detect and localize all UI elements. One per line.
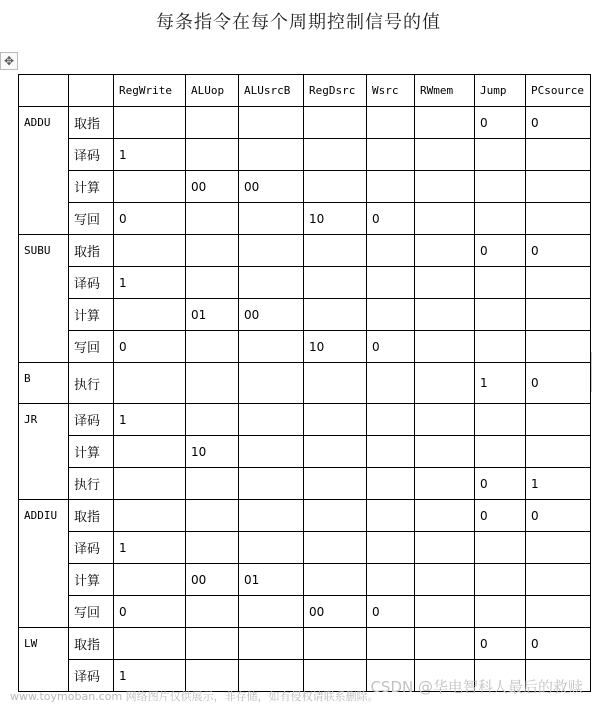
signal-value-cell	[304, 139, 367, 171]
phase-cell: 执行	[69, 468, 114, 500]
phase-cell: 取指	[69, 500, 114, 532]
signal-value-cell	[415, 331, 475, 363]
signal-value-cell	[526, 596, 591, 628]
phase-cell: 译码	[69, 267, 114, 299]
signal-value-cell: 0	[475, 500, 526, 532]
column-header	[69, 75, 114, 107]
signal-value-cell	[415, 468, 475, 500]
phase-cell: 计算	[69, 171, 114, 203]
signal-value-cell	[304, 299, 367, 331]
signal-value-cell	[526, 203, 591, 235]
signal-value-cell: 0	[114, 596, 186, 628]
signal-value-cell: 10	[304, 331, 367, 363]
signal-value-cell	[186, 628, 239, 660]
phase-cell: 计算	[69, 564, 114, 596]
instruction-cell: ADDU	[19, 107, 69, 235]
table-row	[19, 331, 591, 363]
signal-value-cell: 10	[186, 436, 239, 468]
signal-value-cell	[475, 596, 526, 628]
signal-value-cell	[415, 171, 475, 203]
column-header: RWmem	[415, 75, 475, 107]
table-row	[19, 532, 591, 564]
signal-value-cell	[475, 203, 526, 235]
column-header: RegDsrc	[304, 75, 367, 107]
signal-value-cell	[526, 564, 591, 596]
table-row	[19, 500, 591, 532]
signal-value-cell	[186, 596, 239, 628]
signal-value-cell	[367, 363, 415, 404]
signal-value-cell	[367, 532, 415, 564]
signal-value-cell	[239, 235, 304, 267]
signal-value-cell	[304, 532, 367, 564]
signal-value-cell	[475, 532, 526, 564]
signal-value-cell: 1	[114, 532, 186, 564]
phase-cell: 写回	[69, 596, 114, 628]
signal-value-cell	[367, 436, 415, 468]
signal-value-cell	[367, 564, 415, 596]
signal-value-cell: 0	[114, 331, 186, 363]
signal-value-cell: 1	[114, 267, 186, 299]
signal-value-cell: 0	[114, 203, 186, 235]
signal-value-cell	[415, 500, 475, 532]
watermark-text: www.toymoban.com 网络图片仅供展示，非存储，如有侵权请联系删除。	[10, 690, 379, 703]
table-row	[19, 436, 591, 468]
signal-value-cell	[186, 203, 239, 235]
signal-value-cell	[475, 564, 526, 596]
signal-value-cell	[304, 468, 367, 500]
signal-value-cell	[526, 267, 591, 299]
signal-value-cell	[239, 500, 304, 532]
column-header: Wsrc	[367, 75, 415, 107]
signal-value-cell	[415, 299, 475, 331]
signal-value-cell: 0	[526, 107, 591, 139]
signal-value-cell: 0	[475, 107, 526, 139]
signal-value-cell	[415, 139, 475, 171]
signal-value-cell	[239, 363, 304, 404]
signal-value-cell	[526, 532, 591, 564]
signal-value-cell	[186, 500, 239, 532]
signal-value-cell	[367, 299, 415, 331]
csdn-watermark: CSDN @华电智科人最后的救赎	[370, 678, 583, 696]
phase-cell: 译码	[69, 660, 114, 692]
table-row	[19, 235, 591, 267]
signal-value-cell	[239, 436, 304, 468]
side-resize-handle[interactable]	[591, 352, 597, 392]
signal-value-cell	[304, 628, 367, 660]
control-signal-table	[18, 74, 591, 692]
signal-value-cell	[304, 564, 367, 596]
table-row	[19, 203, 591, 235]
signal-value-cell	[114, 363, 186, 404]
phase-cell: 执行	[69, 363, 114, 404]
phase-cell: 取指	[69, 107, 114, 139]
signal-value-cell	[475, 267, 526, 299]
signal-value-cell	[114, 235, 186, 267]
signal-value-cell: 0	[475, 468, 526, 500]
signal-value-cell	[367, 235, 415, 267]
signal-value-cell: 00	[186, 564, 239, 596]
signal-value-cell	[114, 171, 186, 203]
signal-value-cell	[304, 660, 367, 692]
table-row	[19, 596, 591, 628]
move-arrows-icon[interactable]: ✥	[0, 52, 18, 70]
signal-value-cell	[239, 468, 304, 500]
signal-value-cell	[367, 139, 415, 171]
signal-value-cell	[114, 107, 186, 139]
signal-value-cell	[186, 235, 239, 267]
signal-value-cell: 0	[526, 235, 591, 267]
phase-cell: 译码	[69, 139, 114, 171]
signal-value-cell	[415, 596, 475, 628]
table-row	[19, 468, 591, 500]
signal-value-cell	[415, 436, 475, 468]
signal-value-cell	[475, 436, 526, 468]
signal-value-cell	[186, 331, 239, 363]
signal-value-cell	[415, 235, 475, 267]
signal-value-cell	[304, 235, 367, 267]
signal-value-cell	[526, 299, 591, 331]
signal-value-cell	[239, 660, 304, 692]
signal-value-cell	[186, 404, 239, 436]
signal-value-cell: 0	[475, 628, 526, 660]
signal-value-cell	[415, 404, 475, 436]
signal-value-cell: 1	[526, 468, 591, 500]
signal-value-cell	[114, 436, 186, 468]
signal-value-cell	[304, 107, 367, 139]
signal-value-cell	[304, 171, 367, 203]
signal-value-cell	[367, 500, 415, 532]
signal-value-cell	[415, 203, 475, 235]
signal-value-cell	[367, 404, 415, 436]
table-row	[19, 628, 591, 660]
signal-value-cell	[239, 139, 304, 171]
signal-value-cell	[186, 532, 239, 564]
phase-cell: 取指	[69, 628, 114, 660]
signal-value-cell	[415, 564, 475, 596]
signal-value-cell	[304, 363, 367, 404]
signal-value-cell	[186, 660, 239, 692]
instruction-cell: LW	[19, 628, 69, 692]
table-row	[19, 564, 591, 596]
table-row	[19, 404, 591, 436]
signal-value-cell	[475, 299, 526, 331]
signal-value-cell	[526, 139, 591, 171]
signal-value-cell	[304, 500, 367, 532]
table-row	[19, 107, 591, 139]
table-row	[19, 267, 591, 299]
signal-value-cell	[304, 436, 367, 468]
phase-cell: 计算	[69, 299, 114, 331]
table-row	[19, 171, 591, 203]
phase-cell: 译码	[69, 404, 114, 436]
phase-cell: 写回	[69, 331, 114, 363]
signal-value-cell	[239, 331, 304, 363]
table-row	[19, 363, 591, 404]
signal-value-cell	[186, 107, 239, 139]
signal-value-cell	[239, 532, 304, 564]
signal-value-cell	[186, 468, 239, 500]
signal-value-cell	[186, 267, 239, 299]
table-row	[19, 299, 591, 331]
signal-value-cell: 0	[526, 500, 591, 532]
signal-value-cell	[367, 267, 415, 299]
phase-cell: 计算	[69, 436, 114, 468]
signal-value-cell	[239, 107, 304, 139]
signal-value-cell: 00	[239, 171, 304, 203]
signal-value-cell	[186, 139, 239, 171]
signal-value-cell: 1	[114, 139, 186, 171]
phase-cell: 译码	[69, 532, 114, 564]
signal-value-cell	[239, 267, 304, 299]
signal-value-cell	[526, 171, 591, 203]
signal-value-cell	[239, 596, 304, 628]
signal-value-cell	[415, 532, 475, 564]
table-header-row	[19, 75, 591, 107]
signal-value-cell	[186, 363, 239, 404]
signal-value-cell: 01	[239, 564, 304, 596]
column-header: RegWrite	[114, 75, 186, 107]
column-header: ALUsrcB	[239, 75, 304, 107]
table-row	[19, 139, 591, 171]
signal-value-cell	[304, 267, 367, 299]
signal-value-cell	[415, 363, 475, 404]
signal-value-cell: 1	[114, 404, 186, 436]
signal-value-cell	[367, 107, 415, 139]
signal-value-cell	[415, 628, 475, 660]
column-header: Jump	[475, 75, 526, 107]
signal-value-cell: 00	[304, 596, 367, 628]
signal-value-cell	[367, 468, 415, 500]
signal-value-cell	[114, 468, 186, 500]
signal-value-cell	[304, 404, 367, 436]
instruction-cell: ADDIU	[19, 500, 69, 628]
signal-value-cell: 0	[367, 203, 415, 235]
signal-value-cell: 0	[475, 235, 526, 267]
signal-value-cell: 10	[304, 203, 367, 235]
signal-value-cell	[475, 331, 526, 363]
signal-value-cell	[239, 404, 304, 436]
signal-value-cell	[239, 628, 304, 660]
phase-cell: 写回	[69, 203, 114, 235]
signal-value-cell	[114, 628, 186, 660]
signal-value-cell	[526, 436, 591, 468]
signal-value-cell	[526, 404, 591, 436]
page-title: 每条指令在每个周期控制信号的值	[156, 12, 441, 33]
signal-value-cell: 0	[526, 628, 591, 660]
signal-value-cell: 01	[186, 299, 239, 331]
signal-value-cell	[475, 171, 526, 203]
signal-value-cell	[415, 267, 475, 299]
signal-value-cell	[475, 139, 526, 171]
signal-value-cell: 1	[114, 660, 186, 692]
signal-value-cell: 1	[475, 363, 526, 404]
signal-value-cell: 0	[367, 331, 415, 363]
signal-value-cell	[367, 628, 415, 660]
signal-value-cell	[475, 404, 526, 436]
signal-value-cell: 0	[526, 363, 591, 404]
signal-value-cell	[367, 171, 415, 203]
phase-cell: 取指	[69, 235, 114, 267]
signal-value-cell: 00	[239, 299, 304, 331]
instruction-cell: B	[19, 363, 69, 404]
signal-value-cell	[114, 299, 186, 331]
signal-value-cell	[239, 203, 304, 235]
column-header: ALUop	[186, 75, 239, 107]
signal-value-cell	[114, 564, 186, 596]
signal-value-cell	[415, 107, 475, 139]
signal-value-cell	[114, 500, 186, 532]
signal-value-cell	[526, 331, 591, 363]
column-header: PCsource	[526, 75, 591, 107]
instruction-cell: SUBU	[19, 235, 69, 363]
signal-value-cell: 00	[186, 171, 239, 203]
instruction-cell: JR	[19, 404, 69, 500]
signal-value-cell: 0	[367, 596, 415, 628]
column-header	[19, 75, 69, 107]
